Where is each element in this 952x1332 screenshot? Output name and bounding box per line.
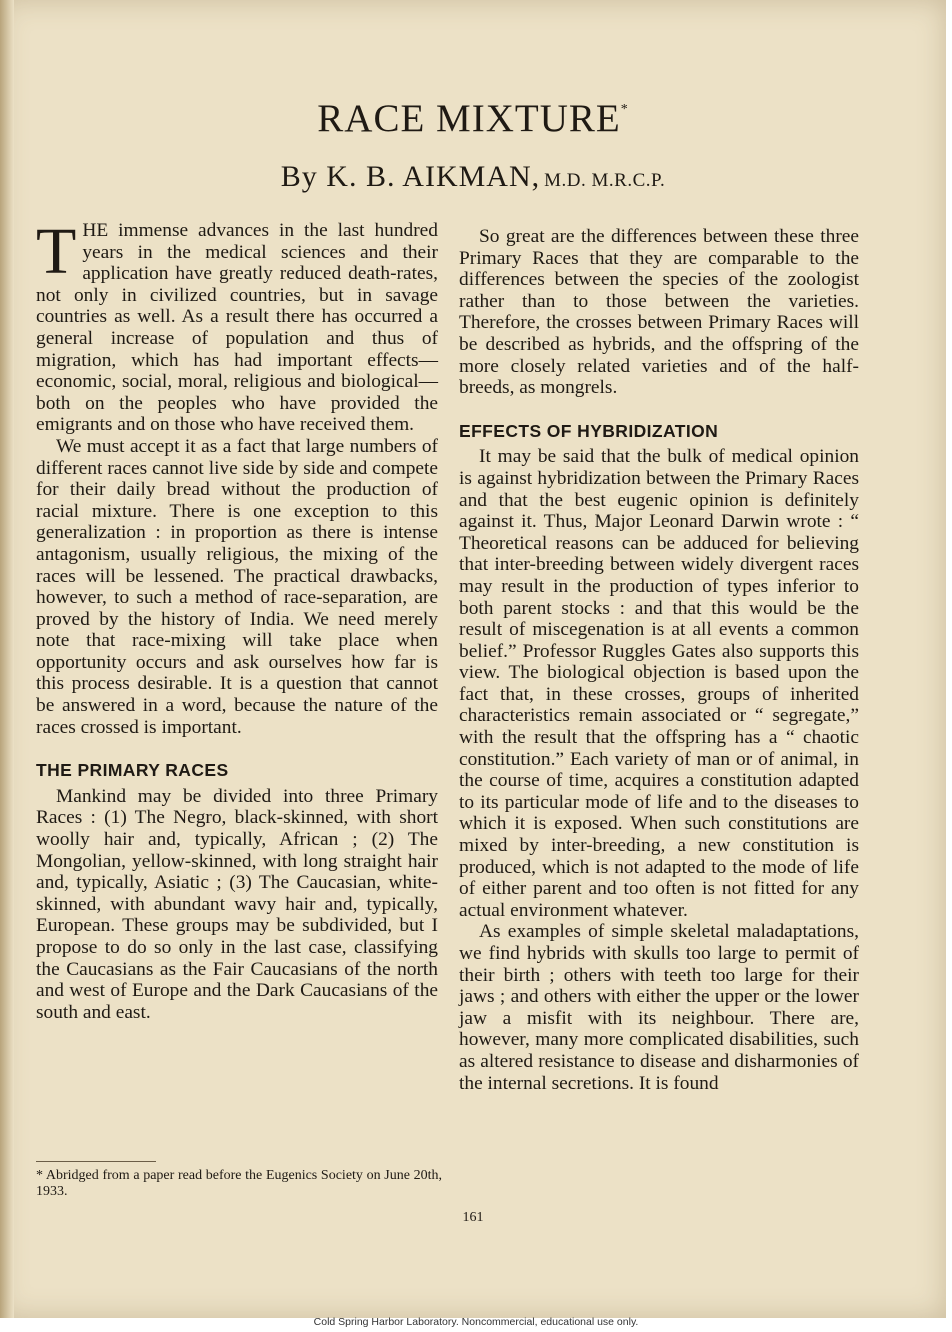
paragraph-maladaptations: As examples of simple skeletal maladaptations, we find hybrids with skulls too large to permit of their birth ; others with teeth too large for their jaws ; and others with either the upper or the lower jaw a misfit with its neighbour. There are, however, many more complicated disabilities, such as altered resistance to disease and disharmonies of the internal secretions. It is found xyxy=(459,921,859,1094)
footnote-divider xyxy=(36,1161,156,1162)
page-number: 161 xyxy=(462,1210,484,1225)
paragraph-race-mixing: We must accept it as a fact that large numbers of different races cannot live side by side and compete for their daily bread without the production of racial mixture. There is one exception to this generalization : in proportion as there is intense antagonism, usually religious, the mixing of the races will be lessened. The practical drawbacks, however, to such a method of race-separation, are proved by the history of India. We need merely note that race-mixing will take place when opportunity occurs and ask ourselves how far is this process desirable. It is a question that cannot be answered in a word, because the nature of the races crossed is important. xyxy=(36,435,438,738)
article-title xyxy=(0,96,946,141)
author-degrees: M.D. M.R.C.P. xyxy=(544,170,666,191)
paragraph-primary-races: Mankind may be divided into three Primary Races : (1) The Negro, black-skinned, with short woolly hair and, typically, African ; (2) The Mongolian, yellow-skinned, with long straight hair and, typically, Asiatic ; (3) The Caucasian, white-skinned, with abundant wavy hair and, typically, European. These groups may be subdivided, but I propose to do so only in the last case, classifying the Caucasians as the Fair Caucasians of the north and west of Europe and the Dark Caucasians of the south and east. xyxy=(36,785,438,1023)
article-title-text: RACE MIXTURE xyxy=(317,97,621,140)
article-byline xyxy=(0,160,946,194)
paragraph-differences: So great are the differences between these three Primary Races that they are comparable to the differences between the species of the zoologist rather than to those between the varieties. Therefore, the crosses between Primary Races will be described as hybrids, and the offspring of the more closely related varieties and of the half-breeds, as mongrels. xyxy=(459,226,859,399)
right-text-column xyxy=(459,226,859,1094)
footnote: * Abridged from a paper read before the Eugenics Society on June 20th, 1933. xyxy=(36,1168,442,1199)
section-heading-hybridization: EFFECTS OF HYBRIDIZATION xyxy=(459,420,719,441)
left-text-column xyxy=(36,215,438,1023)
drop-cap: T xyxy=(36,215,77,288)
paragraph-medical-opinion: It may be said that the bulk of medical opinion is against hybridization between the Primary Races and that the best eugenic opinion is definitely against it. Thus, Major Leonard Darwin wrote : “ Theoretical reasons can be adduced for believing that inter-breeding between widely divergent races may result in the production of types inferior to both parent stocks : and that this would be the result of miscegenation is at all events a common belief.” Professor Ruggles Gates also supports this view. The biological objection is based upon the fact that, in these crosses, groups of inherited characteristics remain associated or “ segregate,” with the result that the offspring has a “ chaotic constitution.” Each variety of man or of animal, in the course of time, acquires a constitution adapted to its particular mode of life and to the diseases to which it is exposed. When such constitutions are mixed by inter-breeding, a new constitution is produced, which is not adapted to the mode of life of either parent and too often is not fitted for any actual environment whatever. xyxy=(459,446,859,921)
paragraph-intro-text: HE immense advances in the last hundred years in the medical sciences and their application have greatly reduced death-rates, not only in civilized countries, but in savage countries as well. As a result there has occurred a general increase of population and thus of migration, which has had important effects—economic, social, moral, religious and biological—both on the peoples who have provided the emigrants and on those who have received them. xyxy=(36,220,438,436)
title-footnote-mark: * xyxy=(620,102,629,117)
section-heading-primary-races: THE PRIMARY RACES xyxy=(36,760,229,781)
author-name: By K. B. AIKMAN, xyxy=(280,160,541,193)
paragraph-intro xyxy=(36,215,438,436)
page-gutter-shadow xyxy=(0,0,14,1318)
archive-credit-line: Cold Spring Harbor Laboratory. Noncommercial, educational use only. xyxy=(313,1316,639,1328)
